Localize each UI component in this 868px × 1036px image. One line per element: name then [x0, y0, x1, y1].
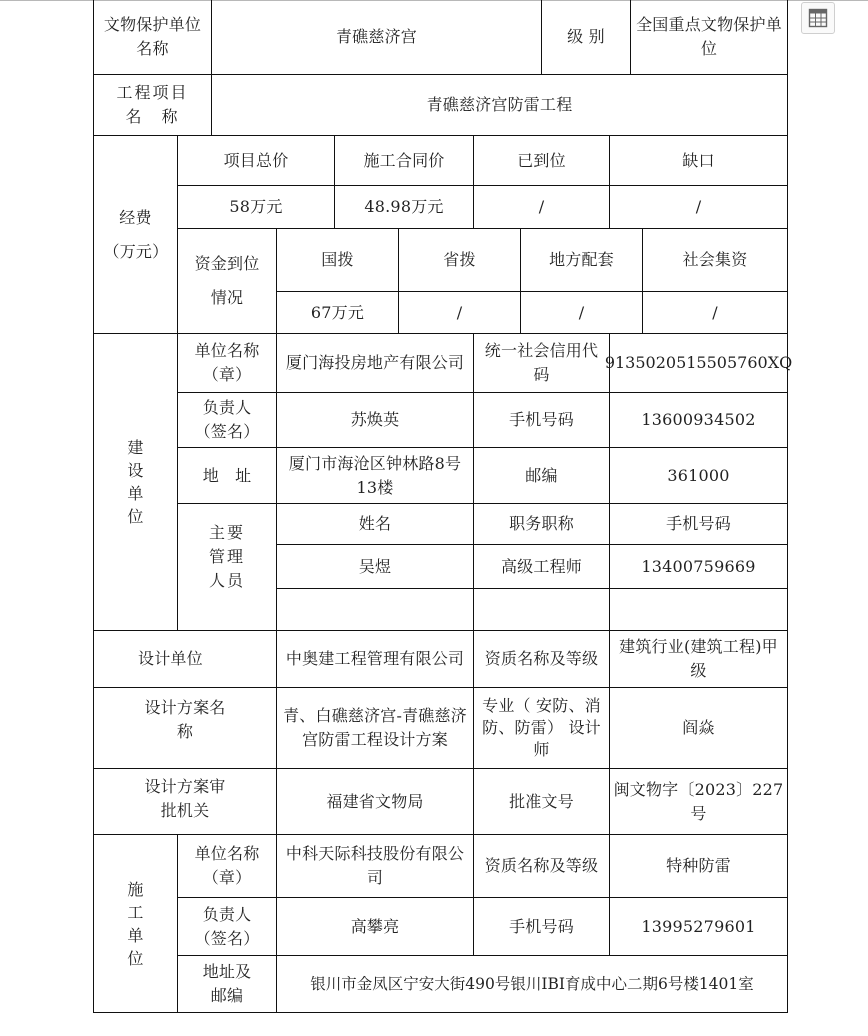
funding-header-arrived: 已到位 — [517, 150, 566, 170]
design-unit-label: 设计单位 — [138, 649, 203, 668]
builder-credit-value: 9135020515505760XQ — [604, 353, 793, 372]
construction-name-value: 中科天际科技股份有限公司 — [285, 844, 465, 887]
builder-person-label: 负责人（签名） — [194, 398, 260, 441]
table-icon — [808, 8, 828, 28]
builder-postcode-value: 361000 — [667, 465, 730, 485]
design-plan-label: 设计方案名称 — [144, 698, 226, 741]
funding-value-gap: / — [695, 197, 702, 216]
staff-row-title: 高级工程师 — [500, 556, 582, 576]
builder-staff-label: 主要管理人员 — [208, 523, 245, 590]
funding-header-social: 社会集资 — [682, 250, 748, 269]
funding-arrival-local: / — [578, 302, 585, 322]
design-approver-value: 福建省文物局 — [326, 791, 424, 811]
builder-address-value: 厦门市海沧区钟林路8号13楼 — [288, 453, 462, 497]
level-value: 全国重点文物保护单位 — [636, 15, 782, 58]
funding-value-arrived: / — [538, 197, 545, 216]
builder-person-value: 苏焕英 — [350, 410, 400, 429]
funding-header-national: 国拨 — [321, 250, 354, 269]
design-approval-no-label: 批准文号 — [509, 791, 574, 811]
funding-header-local: 地方配套 — [549, 250, 614, 269]
funding-arrival-social: / — [712, 302, 718, 322]
table-tool-button[interactable] — [801, 2, 835, 34]
project-label: 工程项目名 称 — [116, 83, 189, 126]
funding-arrival-provincial: / — [456, 302, 463, 322]
staff-row-phone: 13400759669 — [641, 556, 756, 576]
funding-header-contract: 施工合同价 — [363, 150, 445, 170]
construction-name-label: 单位名称（章） — [194, 844, 260, 887]
heritage-unit-label: 文物保护单位名称 — [103, 15, 202, 58]
funding-arrival-label: 资金到位情况 — [194, 254, 260, 307]
construction-address-value: 银川市金凤区宁安大街490号银川IBI育成中心二期6号楼1401室 — [310, 975, 754, 993]
funding-header-gap: 缺口 — [682, 150, 715, 170]
staff-row-name: 吴煜 — [358, 556, 392, 576]
staff-header-phone: 手机号码 — [666, 514, 731, 533]
construction-address-label: 地址及邮编 — [202, 962, 252, 1005]
construction-phone-label: 手机号码 — [509, 916, 574, 936]
staff-header-name: 姓名 — [358, 514, 392, 533]
design-unit-value: 中奥建工程管理有限公司 — [285, 649, 465, 668]
builder-label: 建设单位 — [127, 438, 144, 526]
staff-header-title: 职务职称 — [509, 514, 574, 533]
construction-phone-value: 13995279601 — [641, 916, 756, 936]
construction-qual-label: 资质名称及等级 — [484, 856, 599, 875]
construction-person-label: 负责人（签名） — [194, 904, 260, 948]
funding-value-total: 58万元 — [229, 197, 283, 216]
level-label: 级 别 — [567, 27, 605, 46]
design-qual-value: 建筑行业(建筑工程)甲级 — [619, 637, 778, 680]
design-qual-label: 资质名称及等级 — [484, 649, 599, 668]
funding-header-total: 项目总价 — [223, 150, 289, 170]
design-designer-label: 专业（ 安防、消防、防雷） 设计师 — [482, 696, 601, 759]
funding-header-provincial: 省拨 — [443, 250, 476, 269]
design-plan-value: 青、白礁慈济宫-青礁慈济宫防雷工程设计方案 — [283, 706, 467, 749]
builder-phone-value: 13600934502 — [641, 410, 756, 429]
builder-phone-label: 手机号码 — [509, 410, 574, 429]
heritage-unit-value: 青礁慈济宫 — [335, 27, 417, 46]
builder-address-label: 地 址 — [202, 465, 252, 485]
builder-name-label: 单位名称（章） — [194, 341, 260, 384]
design-designer-value: 阎焱 — [682, 718, 715, 737]
construction-label: 施工单位 — [127, 879, 144, 968]
builder-credit-label: 统一社会信用代码 — [484, 341, 599, 384]
construction-person-value: 高攀亮 — [350, 916, 400, 936]
funding-arrival-national: 67万元 — [310, 302, 365, 322]
builder-postcode-label: 邮编 — [525, 465, 558, 485]
builder-name-value: 厦门海投房地产有限公司 — [285, 353, 465, 372]
project-value: 青礁慈济宫防雷工程 — [426, 95, 573, 114]
design-approval-no-value: 闽文物字〔2023〕227号 — [613, 779, 784, 823]
design-approver-label: 设计方案审批机关 — [144, 776, 226, 820]
funding-value-contract: 48.98万元 — [364, 197, 444, 216]
construction-qual-value: 特种防雷 — [666, 856, 731, 875]
funding-label: 经费（万元） — [103, 207, 169, 261]
